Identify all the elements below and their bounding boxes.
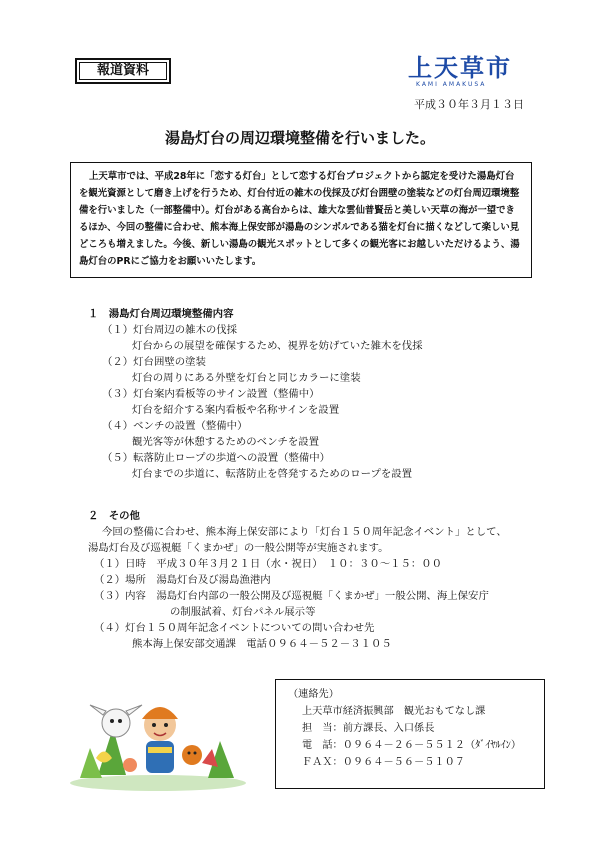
event-inquiry-phone: 熊本海上保安部交通課 電話０９６４－５２－３１０５ [132,638,392,650]
section-2-heading: ２ その他 [88,510,140,522]
contact-phone: 電 話：０９６４－２６－５５１２（ﾀﾞｲﾔﾙｲﾝ） [302,740,522,751]
item-desc: 灯台までの歩道に、転落防止を啓発するためのロープを設置 [132,468,413,480]
item-title: （３）灯台案内看板等のサイン設置（整備中） [102,388,320,400]
item-desc: 観光客等が休憩するためのベンチを設置 [132,436,320,448]
item-title: （５）転落防止ロープの歩道への設置（整備中） [102,452,331,464]
event-content: の制服試着、灯台パネル展示等 [170,606,316,618]
event-inquiry: （４）灯台１５０周年記念イベントについての問い合わせ先 [94,622,375,634]
mascot-illustration [68,683,248,793]
logo-text: 上天草市 [408,53,512,82]
city-logo [408,55,532,93]
contact-department: 上天草市経済振興部 観光おもてなし課 [302,706,486,717]
release-date: 平成３０年３月１３日 [414,98,524,111]
section-2-intro: 今回の整備に合わせ、熊本海上保安部により「灯台１５０周年記念イベント」として、 [102,526,507,538]
summary-box [70,162,532,278]
section-1-heading: １ 湯島灯台周辺環境整備内容 [88,308,234,320]
event-content: （３）内容 湯島灯台内部の一般公開及び巡視艇「くまかぜ」一般公開、海上保安庁 [94,590,489,602]
page-title: 湯島灯台の周辺環境整備を行いました。 [164,129,435,147]
item-desc: 灯台からの展望を確保するため、視界を妨げていた雑木を伐採 [132,340,423,352]
contact-fax: ＦＡＸ：０９６４－５６－５１０７ [302,757,465,768]
item-desc: 灯台を紹介する案内看板や名称サインを設置 [132,404,340,416]
item-title: （２）灯台囲壁の塗装 [102,356,206,368]
logo-subtext: KAMI AMAKUSA [416,81,487,88]
contact-heading: （連絡先） [288,689,339,700]
item-title: （４）ベンチの設置（整備中） [102,420,248,432]
section-1 [88,306,423,482]
item-title: （１）灯台周辺の雑木の伐採 [102,324,238,336]
section-2-intro: 湯島灯台及び巡視艇「くまかぜ」の一般公開等が実施されます。 [88,542,389,554]
contact-box [275,679,545,789]
contact-person: 担 当：前方課長、入口係長 [302,723,435,734]
section-2 [88,508,507,652]
press-release-label: 報道資料 [75,58,171,84]
event-date: （１）日時 平成３０年３月２１日（水・祝日） １０：３０～１５：００ [94,558,443,570]
event-place: （２）場所 湯島灯台及び湯島漁港内 [94,574,271,586]
summary-text: 上天草市では、平成28年に「恋する灯台」として恋する灯台プロジェクトから認定を受けた湯島灯台を観光資源として磨き上げを行うため、灯台付近の雑木の伐採及び灯台囲壁の塗装などの灯台周辺環境整備を行いました（一部整備中）。灯台がある高台からは、雄大な雲仙普賢岳と美しい天草の海が一望できるほか、今回の整備に合わせ、熊本海上保安部が湯島のシンボルである猫を灯台に描くなどして楽しい見どころも増えました。今後、新しい湯島の観光スポットとして多くの観光客にお越しいただけるよう、湯島灯台のPRにご協力をお願いいたします。 [79,171,520,267]
item-desc: 灯台の周りにある外壁を灯台と同じカラーに塗装 [132,372,361,384]
